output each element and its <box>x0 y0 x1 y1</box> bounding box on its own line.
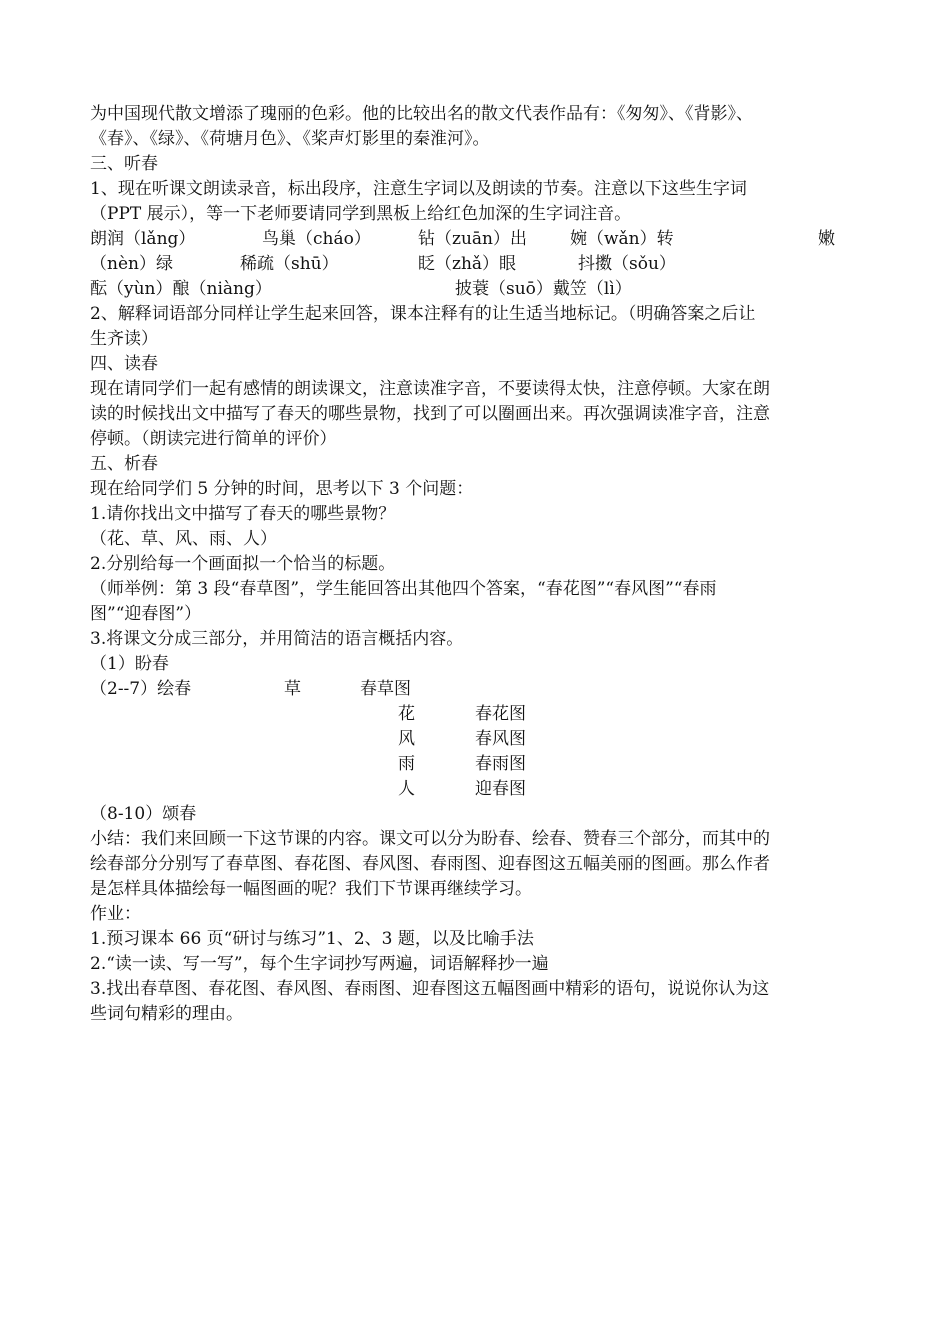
section-heading-read: 四、读春 <box>90 354 158 374</box>
vocab-item: 婉（wǎn）转 <box>570 229 674 249</box>
homework-item-3-line-2: 些词句精彩的理由。 <box>90 1004 243 1024</box>
vocab-item: 抖擞（sǒu） <box>578 254 676 274</box>
intro-line-2: 《春》、《绿》、《荷塘月色》、《桨声灯影里的秦淮河》。 <box>90 129 490 149</box>
intro-line-1: 为中国现代散文增添了瑰丽的色彩。他的比较出名的散文代表作品有：《匆匆》、《背影》、 <box>90 104 753 124</box>
outline-part-2: （2--7）绘春 <box>90 679 192 699</box>
vocab-item: 酝（yùn）酿（niàng） <box>90 279 272 299</box>
homework-heading: 作业： <box>90 904 141 924</box>
question-3: 3.将课文分成三部分，并用简洁的语言概括内容。 <box>90 629 464 649</box>
section-heading-analyze: 五、析春 <box>90 454 158 474</box>
homework-item-3-line-1: 3.找出春草图、春花图、春风图、春雨图、迎春图这五幅图画中精彩的语句，说说你认为这 <box>90 979 770 999</box>
analyze-intro: 现在给同学们 5 分钟的时间，思考以下 3 个问题： <box>90 479 474 499</box>
scene-title: 春草图 <box>360 679 411 699</box>
vocab-item: 披蓑（suō）戴笠（lì） <box>455 279 632 299</box>
summary-line-1: 小结：我们来回顾一下这节课的内容。课文可以分为盼春、绘春、赞春三个部分，而其中的 <box>90 829 770 849</box>
scene-title: 迎春图 <box>475 779 526 799</box>
scene-item: 花 <box>398 704 415 724</box>
vocab-item: 朗润（lǎng） <box>90 229 196 249</box>
answer-2-line-2: 图”“迎春图”） <box>90 604 202 624</box>
homework-item-2: 2.“读一读、写一写”，每个生字词抄写两遍，词语解释抄一遍 <box>90 954 549 974</box>
vocab-item: 稀疏（shū） <box>240 254 339 274</box>
listen-paragraph-2-line-1: 2、解释词语部分同样让学生起来回答，课本注释有的让生适当地标记。（明确答案之后让 <box>90 304 756 324</box>
answer-2-line-1: （师举例：第 3 段“春草图”，学生能回答出其他四个答案，“春花图”“春风图”“春雨 <box>90 579 717 599</box>
read-line-1: 现在请同学们一起有感情的朗读课文，注意读准字音，不要读得太快，注意停顿。大家在朗 <box>90 379 770 399</box>
scene-item: 风 <box>398 729 415 749</box>
outline-part-1: （1）盼春 <box>90 654 169 674</box>
summary-line-3: 是怎样具体描绘每一幅图画的呢？我们下节课再继续学习。 <box>90 879 532 899</box>
question-2: 2.分别给每一个画面拟一个恰当的标题。 <box>90 554 396 574</box>
question-1: 1.请你找出文中描写了春天的哪些景物？ <box>90 504 396 524</box>
listen-paragraph-2-line-2: 生齐读） <box>90 329 158 349</box>
vocab-item: 钻（zuān）出 <box>418 229 527 249</box>
listen-paragraph-1-line-1: 1、现在听课文朗读录音，标出段序，注意生字词以及朗读的节奏。注意以下这些生字词 <box>90 179 747 199</box>
scene-title: 春雨图 <box>475 754 526 774</box>
scene-title: 春花图 <box>475 704 526 724</box>
section-heading-listen: 三、听春 <box>90 154 158 174</box>
listen-paragraph-1-line-2: （PPT 展示），等一下老师要请同学到黑板上给红色加深的生字词注音。 <box>90 204 632 224</box>
answer-1: （花、草、风、雨、人） <box>90 529 277 549</box>
read-line-3: 停顿。（朗读完进行简单的评价） <box>90 429 337 449</box>
vocab-item: 鸟巢（cháo） <box>262 229 371 249</box>
scene-item: 人 <box>398 779 415 799</box>
vocab-item: 嫩 <box>818 229 835 249</box>
read-line-2: 读的时候找出文中描写了春天的哪些景物，找到了可以圈画出来。再次强调读准字音，注意 <box>90 404 770 424</box>
scene-item: 草 <box>284 679 301 699</box>
homework-item-1: 1.预习课本 66 页“研讨与练习”1、2、3 题，以及比喻手法 <box>90 929 534 949</box>
summary-line-2: 绘春部分分别写了春草图、春花图、春风图、春雨图、迎春图这五幅美丽的图画。那么作者 <box>90 854 770 874</box>
vocab-item: （nèn）绿 <box>90 254 173 274</box>
scene-item: 雨 <box>398 754 415 774</box>
vocab-item: 眨（zhǎ）眼 <box>418 254 517 274</box>
outline-part-3: （8-10）颂春 <box>90 804 197 824</box>
scene-title: 春风图 <box>475 729 526 749</box>
